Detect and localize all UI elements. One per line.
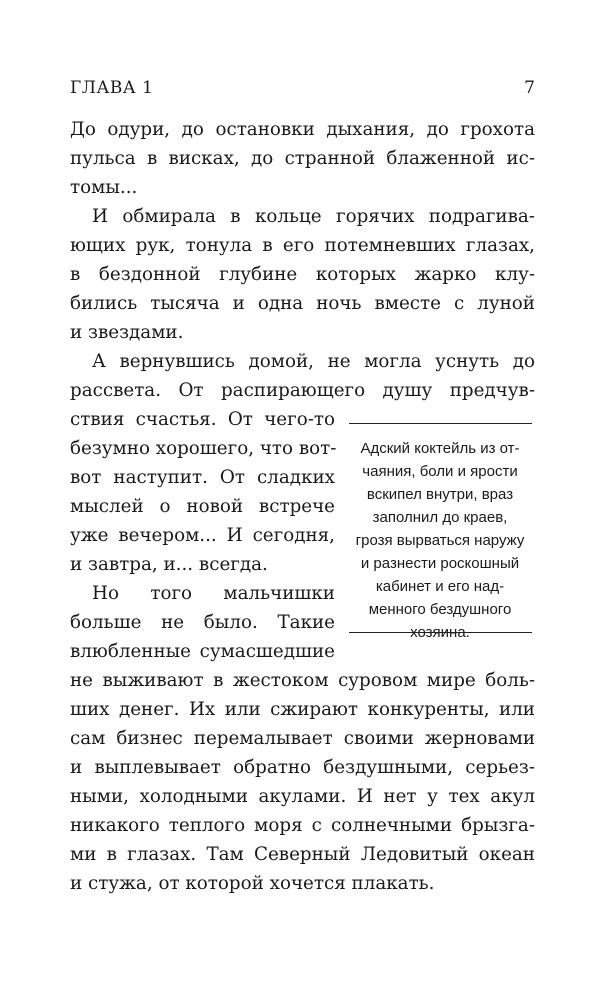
pull-quote-line: хозяина. <box>410 624 470 641</box>
text-line: ствия счастья. От чего-то <box>70 409 335 430</box>
pull-quote-text <box>338 437 542 644</box>
text-line: и завтра, и... всегда. <box>70 554 268 575</box>
text-line: До одури, до остановки дыхания, до грохота <box>70 119 535 140</box>
pull-quote-bottom-rule <box>349 632 532 633</box>
text-line: и звездами. <box>70 322 184 343</box>
text-line: никакого теплого моря с солнечными брызга- <box>70 815 535 836</box>
text-line: безумно хорошего, что вот- <box>70 438 337 459</box>
text-line: ших денег. Их или сжирают конкуренты, или <box>70 699 535 720</box>
chapter-title: ГЛАВА 1 <box>70 78 154 98</box>
pull-quote-line: чаяния, боли и ярости <box>362 463 518 480</box>
text-line: А вернувшись домой, не могла уснуть до <box>92 351 535 372</box>
text-line: уже вечером... И сегодня, <box>70 525 335 546</box>
text-line: в бездонной глубине которых жарко клу- <box>70 264 535 285</box>
text-line: мыслей о новой встрече <box>70 496 335 517</box>
text-line: влюбленные сумасшедшие <box>70 641 335 662</box>
text-line: не выживают в жестоком суровом мире боль- <box>70 670 535 691</box>
page-number: 7 <box>524 78 535 98</box>
text-line: И обмирала в кольце горячих подрагива- <box>92 206 535 227</box>
text-line: и стужа, от которой хочется плакать. <box>70 873 435 894</box>
pull-quote-line: менного бездушного <box>368 601 512 618</box>
pull-quote-line: грозя вырваться наружу <box>355 532 525 549</box>
text-line: Но того мальчишки <box>92 583 335 604</box>
pull-quote-line: Адский коктейль из от- <box>360 440 520 457</box>
text-line: ющих рук, тонула в его потемневших глазах, <box>70 235 535 256</box>
text-line: и выплевывает обратно бездушными, серьез- <box>70 757 535 778</box>
pull-quote-line: вскипел внутри, враз <box>366 486 514 503</box>
text-line: рассвета. От распирающего душу предчув- <box>70 380 535 401</box>
pull-quote-line: заполнил до краев, <box>372 509 508 526</box>
text-line: больше не было. Такие <box>70 612 335 633</box>
text-line: ными, холодными акулами. И нет у тех акул <box>70 786 535 807</box>
text-line: пульса в висках, до странной блаженной ис- <box>70 148 535 169</box>
text-line: сам бизнес перемалывает своими жерновами <box>70 728 535 749</box>
text-line: бились тысяча и одна ночь вместе с луной <box>70 293 535 314</box>
pull-quote-line: и разнести роскошный <box>360 555 520 572</box>
pull-quote-top-rule <box>349 423 532 424</box>
text-line: ми в глазах. Там Северный Ледовитый океан <box>70 844 535 865</box>
text-line: томы... <box>70 177 138 198</box>
text-line: вот наступит. От сладких <box>70 467 335 488</box>
running-header <box>70 78 535 102</box>
pull-quote-line: кабинет и его над- <box>375 578 505 595</box>
